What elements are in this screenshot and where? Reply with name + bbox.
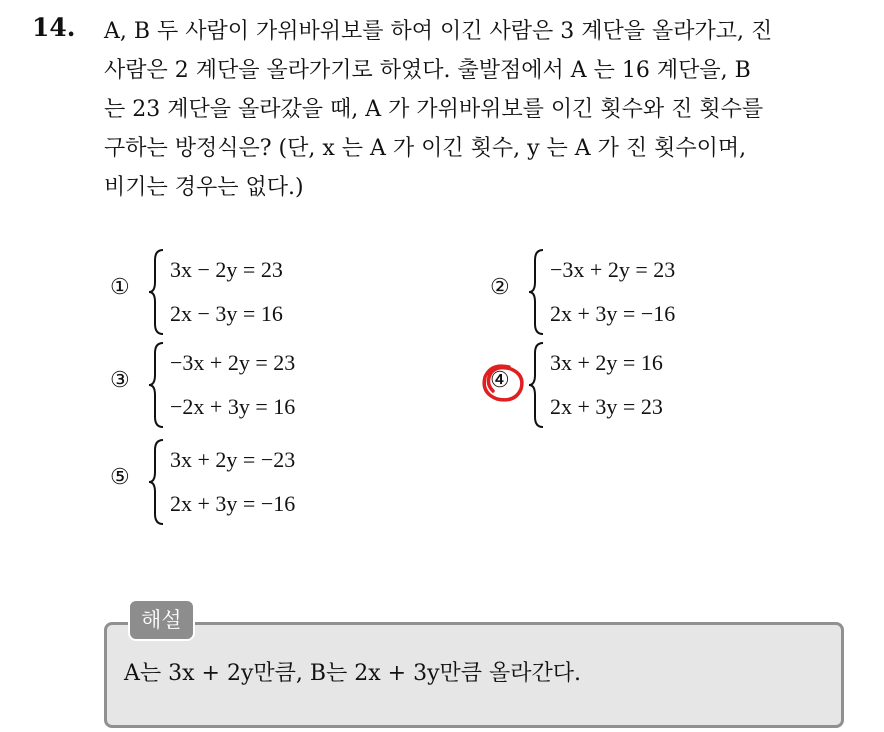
- equation-1: 3x + 2y = 16: [550, 350, 663, 375]
- left-brace-icon: [148, 341, 164, 429]
- question-line: 는 23 계단을 올라갔을 때, A 가 가위바위보를 이긴 횟수와 진 횟수를: [104, 97, 764, 122]
- red-circle-mark-icon: [479, 361, 527, 403]
- equation-2: −2x + 3y = 16: [170, 394, 296, 419]
- question-line: 구하는 방정식은? (단, x 는 A 가 이긴 횟수, y 는 A 가 진 횟수이며,: [104, 136, 747, 161]
- solution-tab-label: 해설: [128, 599, 195, 641]
- choice-number: ①: [110, 275, 130, 300]
- equation-2: 2x − 3y = 16: [170, 301, 283, 326]
- equation-1: 3x − 2y = 23: [170, 257, 283, 282]
- left-brace-icon: [528, 248, 544, 336]
- equation-2: 2x + 3y = 23: [550, 394, 663, 419]
- equation-1: −3x + 2y = 23: [170, 350, 296, 375]
- question-line: 사람은 2 계단을 올라가기로 하였다. 출발점에서 A 는 16 계단을, B: [104, 58, 751, 83]
- question-line: 비기는 경우는 없다.): [104, 175, 304, 200]
- left-brace-icon: [148, 438, 164, 526]
- question-number: 14.: [32, 13, 76, 42]
- equation-2: 2x + 3y = −16: [170, 491, 296, 516]
- equation-1: −3x + 2y = 23: [550, 257, 676, 282]
- choice-number: ⑤: [110, 465, 130, 490]
- choice-number: ④: [490, 368, 510, 393]
- left-brace-icon: [528, 341, 544, 429]
- equation-1: 3x + 2y = −23: [170, 447, 296, 472]
- choice-number: ②: [490, 275, 510, 300]
- solution-text: A는 3x + 2y만큼, B는 2x + 3y만큼 올라간다.: [124, 661, 582, 686]
- question-text: [104, 12, 864, 207]
- equation-2: 2x + 3y = −16: [550, 301, 676, 326]
- choice-number: ③: [110, 368, 130, 393]
- left-brace-icon: [148, 248, 164, 336]
- question-line: A, B 두 사람이 가위바위보를 하여 이긴 사람은 3 계단을 올라가고, 진: [104, 19, 773, 44]
